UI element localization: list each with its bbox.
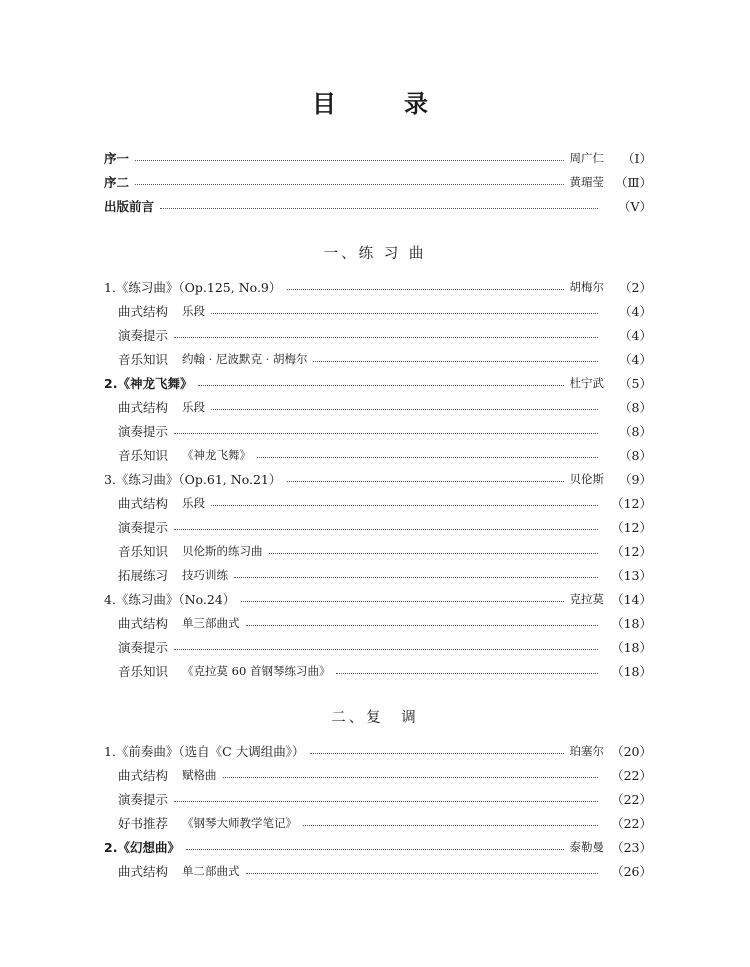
toc-row[interactable] — [118, 444, 652, 466]
entry-title: 4.《练习曲》（No.24） — [104, 592, 236, 607]
toc-row[interactable] — [118, 860, 652, 882]
entry-title: 出版前言 — [104, 199, 155, 214]
entry-title: 演奏提示 — [118, 520, 169, 535]
toc-row[interactable] — [104, 836, 652, 858]
entry-title: 2.《神龙飞舞》 — [104, 376, 193, 391]
toc-row[interactable] — [118, 420, 652, 442]
entry-subtitle: 乐段 — [182, 496, 206, 510]
entry-title: 拓展练习 — [118, 568, 169, 583]
entry-subtitle: 单三部曲式 — [182, 616, 240, 630]
entry-page: （18） — [611, 640, 652, 655]
entry-page: （5） — [619, 376, 652, 391]
entry-title: 好书推荐 — [118, 816, 169, 831]
entry-author: 周广仁 — [569, 151, 604, 165]
entry-title: 序一 — [104, 151, 130, 166]
entry-page: （26） — [611, 864, 652, 879]
entry-title: 音乐知识 — [118, 544, 169, 559]
dot-leader — [186, 849, 564, 850]
toc-row-publisher-foreword[interactable] — [104, 195, 652, 217]
entry-title: 演奏提示 — [118, 328, 169, 343]
toc-row[interactable] — [104, 276, 652, 298]
section-heading-polyphony: 二、复 调 — [331, 710, 419, 726]
dot-leader — [241, 601, 563, 602]
toc-row[interactable] — [118, 612, 652, 634]
toc-row[interactable] — [118, 636, 652, 658]
entry-author: 克拉莫 — [569, 592, 604, 606]
entry-title: 音乐知识 — [118, 352, 169, 367]
dot-leader — [310, 753, 563, 754]
toc-row[interactable] — [104, 740, 652, 762]
toc-row[interactable] — [118, 492, 652, 514]
dot-leader — [160, 208, 598, 209]
entry-page: （4） — [619, 352, 652, 367]
dot-leader — [174, 649, 598, 650]
dot-leader — [174, 801, 598, 802]
entry-title: 演奏提示 — [118, 792, 169, 807]
entry-page: （Ⅲ） — [614, 175, 652, 190]
dot-leader — [287, 289, 563, 290]
entry-title: 1.《前奏曲》（选自《C 大调组曲》） — [104, 744, 305, 759]
page-title: 目 录 — [312, 89, 450, 118]
entry-author: 泰勒曼 — [569, 840, 604, 854]
entry-page: （Ⅰ） — [622, 151, 652, 166]
toc-row[interactable] — [118, 396, 652, 418]
entry-page: （4） — [619, 328, 652, 343]
toc-row[interactable] — [118, 540, 652, 562]
entry-page: （8） — [619, 448, 652, 463]
entry-page: （12） — [611, 520, 652, 535]
dot-leader — [174, 529, 598, 530]
entry-subtitle: 约翰 · 尼波默克 · 胡梅尔 — [182, 352, 308, 366]
dot-leader — [269, 553, 598, 554]
dot-leader — [336, 673, 598, 674]
entry-title: 音乐知识 — [118, 448, 169, 463]
entry-subtitle: 《钢琴大师教学笔记》 — [182, 816, 298, 830]
dot-leader — [211, 505, 598, 506]
dot-leader — [287, 481, 563, 482]
dot-leader — [211, 313, 598, 314]
entry-title: 序二 — [104, 175, 130, 190]
entry-page: （12） — [611, 544, 652, 559]
dot-leader — [174, 433, 598, 434]
dot-leader — [257, 457, 598, 458]
dot-leader — [174, 337, 598, 338]
toc-row[interactable] — [104, 372, 652, 394]
entry-title: 曲式结构 — [118, 496, 169, 511]
entry-page: （22） — [611, 816, 652, 831]
entry-author: 贝伦斯 — [569, 472, 604, 486]
entry-title: 2.《幻想曲》 — [104, 840, 180, 855]
entry-page: （18） — [611, 616, 652, 631]
dot-leader — [246, 873, 598, 874]
toc-row[interactable] — [118, 516, 652, 538]
entry-title: 曲式结构 — [118, 304, 169, 319]
dot-leader — [211, 409, 598, 410]
entry-subtitle: 《神龙飞舞》 — [182, 448, 252, 462]
toc-row[interactable] — [118, 812, 652, 834]
entry-page: （13） — [611, 568, 652, 583]
entry-page: （18） — [611, 664, 652, 679]
entry-subtitle: 贝伦斯的练习曲 — [182, 544, 263, 558]
entry-title: 1.《练习曲》（Op.125, No.9） — [104, 280, 282, 295]
toc-row[interactable] — [118, 660, 652, 682]
toc-row[interactable] — [104, 468, 652, 490]
entry-author: 黄瑂莹 — [569, 175, 604, 189]
dot-leader — [246, 625, 598, 626]
entry-page: （9） — [619, 472, 652, 487]
toc-row[interactable] — [118, 300, 652, 322]
toc-row-preface-1[interactable] — [104, 147, 652, 169]
dot-leader — [223, 777, 598, 778]
entry-page: （8） — [619, 400, 652, 415]
entry-title: 3.《练习曲》（Op.61, No.21） — [104, 472, 282, 487]
entry-page: （14） — [611, 592, 652, 607]
toc-row[interactable] — [118, 788, 652, 810]
entry-page: （8） — [619, 424, 652, 439]
toc-row[interactable] — [118, 764, 652, 786]
entry-title: 曲式结构 — [118, 864, 169, 879]
entry-page: （Ⅴ） — [617, 199, 652, 214]
entry-author: 胡梅尔 — [569, 280, 604, 294]
toc-row[interactable] — [104, 588, 652, 610]
dot-leader — [198, 385, 563, 386]
dot-leader — [313, 361, 598, 362]
dot-leader — [135, 160, 563, 161]
toc-row[interactable] — [118, 324, 652, 346]
entry-title: 曲式结构 — [118, 768, 169, 783]
entry-page: （12） — [611, 496, 652, 511]
section-heading-etudes: 一、练 习 曲 — [323, 246, 427, 262]
entry-subtitle: 单二部曲式 — [182, 864, 240, 878]
toc-row[interactable] — [118, 564, 652, 586]
entry-title: 曲式结构 — [118, 616, 169, 631]
entry-subtitle: 《克拉莫 60 首钢琴练习曲》 — [182, 664, 331, 678]
toc-row-preface-2[interactable] — [104, 171, 652, 193]
entry-title: 曲式结构 — [118, 400, 169, 415]
entry-page: （4） — [619, 304, 652, 319]
entry-page: （22） — [611, 792, 652, 807]
entry-title: 演奏提示 — [118, 424, 169, 439]
entry-page: （2） — [619, 280, 652, 295]
toc-row[interactable] — [118, 348, 652, 370]
entry-title: 演奏提示 — [118, 640, 169, 655]
entry-subtitle: 乐段 — [182, 304, 206, 318]
entry-subtitle: 技巧训练 — [182, 568, 229, 582]
dot-leader — [135, 184, 563, 185]
entry-author: 珀塞尔 — [569, 744, 604, 758]
entry-title: 音乐知识 — [118, 664, 169, 679]
entry-page: （23） — [611, 840, 652, 855]
entry-page: （22） — [611, 768, 652, 783]
dot-leader — [303, 825, 598, 826]
entry-subtitle: 赋格曲 — [182, 768, 217, 782]
dot-leader — [234, 577, 598, 578]
entry-page: （20） — [611, 744, 652, 759]
entry-subtitle: 乐段 — [182, 400, 206, 414]
entry-author: 杜宁武 — [569, 376, 604, 390]
